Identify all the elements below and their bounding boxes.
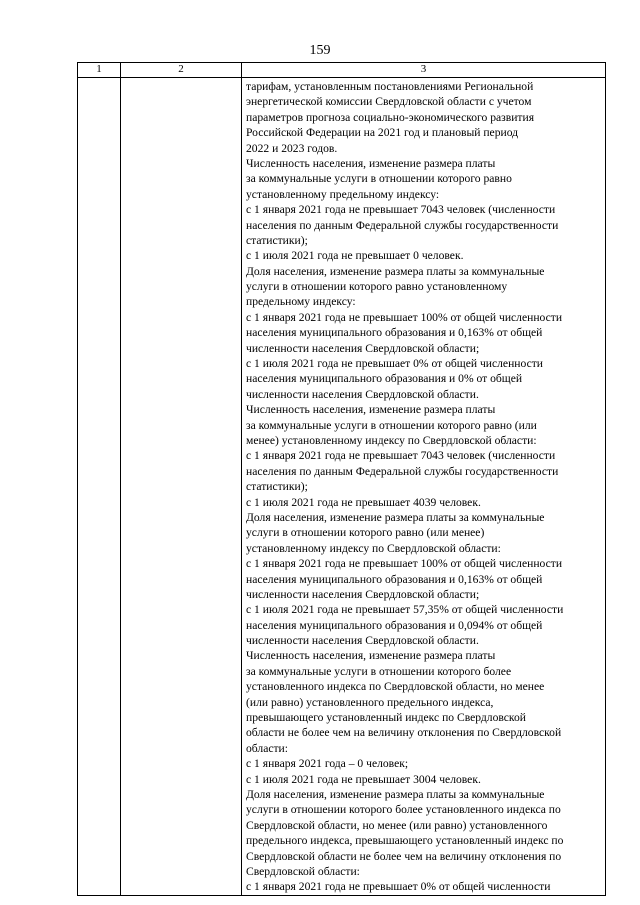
text-line: превышающего установленный индекс по Свердловской	[246, 711, 526, 725]
text-line: услуги в отношении которого более установленного индекса по	[246, 803, 561, 817]
text-line: численности населения Свердловской области.	[246, 634, 479, 648]
text-line: Свердловской области:	[246, 864, 360, 878]
text-line: населения муниципального образования и 0,163% от общей	[246, 572, 543, 586]
text-line: с 1 января 2021 года не превышает 7043 человек (численности	[246, 449, 556, 463]
text-line: Доля населения, изменение размера платы за коммунальные	[246, 510, 545, 524]
text-line: за коммунальные услуги в отношении которого более	[246, 664, 512, 678]
text-line: установленного индекса по Свердловской области, но менее	[246, 680, 545, 694]
text-line: предельному индексу:	[246, 295, 356, 309]
table-body-row	[78, 78, 606, 896]
text-line: услуги в отношении которого равно (или менее)	[246, 526, 485, 540]
text-line: с 1 января 2021 года не превышает 7043 человек (численности	[246, 203, 556, 217]
column-1-cell	[78, 78, 121, 896]
column-header-2: 2	[121, 63, 242, 78]
text-line: Российской Федерации на 2021 год и плановый период	[246, 126, 519, 140]
text-line: с 1 января 2021 года – 0 человек;	[246, 757, 409, 771]
text-line: населения муниципального образования и 0,094% от общей	[246, 618, 543, 632]
text-line: Численность населения, изменение размера платы	[246, 156, 496, 170]
text-line: установленному индексу по Свердловской области:	[246, 541, 501, 555]
column-3-cell	[242, 78, 606, 896]
text-line: установленному предельному индексу:	[246, 187, 440, 201]
text-line: с 1 июля 2021 года не превышает 0 человек.	[246, 249, 464, 263]
text-line: с 1 января 2021 года не превышает 100% от общей численности	[246, 557, 563, 571]
text-line: Доля населения, изменение размера платы за коммунальные	[246, 264, 545, 278]
text-line: Численность населения, изменение размера платы	[246, 403, 496, 417]
text-line: статистики);	[246, 233, 308, 247]
text-line: Численность населения, изменение размера платы	[246, 649, 496, 663]
text-line: с 1 января 2021 года не превышает 100% от общей численности	[246, 310, 563, 324]
text-line: населения муниципального образования и 0% от общей	[246, 372, 523, 386]
text-line: (или равно) установленного предельного индекса,	[246, 695, 494, 709]
text-line: численности населения Свердловской области.	[246, 387, 479, 401]
table-header-row	[78, 63, 606, 78]
text-line: населения муниципального образования и 0,163% от общей	[246, 326, 543, 340]
text-line: Доля населения, изменение размера платы за коммунальные	[246, 787, 545, 801]
text-line: 2022 и 2023 годов.	[246, 141, 338, 155]
text-line: с 1 июля 2021 года не превышает 3004 человек.	[246, 772, 481, 786]
text-line: менее) установленному индексу по Свердловской области:	[246, 433, 537, 447]
column-3-text	[246, 79, 602, 895]
text-line: энергетической комиссии Свердловской области с учетом	[246, 95, 532, 109]
text-line: Свердловской области не более чем на величину отклонения по	[246, 849, 562, 863]
text-line: статистики);	[246, 480, 308, 494]
document-table	[77, 62, 606, 896]
text-line: области не более чем на величину отклонения по Свердловской	[246, 726, 562, 740]
text-line: с 1 января 2021 года не превышает 0% от общей численности	[246, 880, 551, 894]
text-line: с 1 июля 2021 года не превышает 57,35% от общей численности	[246, 603, 564, 617]
text-line: численности населения Свердловской области;	[246, 587, 480, 601]
text-line: с 1 июля 2021 года не превышает 0% от общей численности	[246, 357, 543, 371]
text-line: услуги в отношении которого равно установленному	[246, 280, 508, 294]
text-line: за коммунальные услуги в отношении которого равно (или	[246, 418, 537, 432]
page-number: 159	[309, 43, 331, 58]
text-line: тарифам, установленным постановлениями Региональной	[246, 80, 534, 93]
text-line: за коммунальные услуги в отношении которого равно	[246, 172, 512, 186]
text-line: предельного индекса, превышающего установленный индекс по	[246, 834, 564, 848]
column-header-3: 3	[242, 63, 606, 78]
text-line: населения по данным Федеральной службы государственности	[246, 464, 559, 478]
column-2-cell	[121, 78, 242, 896]
text-line: населения по данным Федеральной службы государственности	[246, 218, 559, 232]
text-line: с 1 июля 2021 года не превышает 4039 человек.	[246, 495, 481, 509]
text-line: численности населения Свердловской области;	[246, 341, 480, 355]
text-line: области:	[246, 741, 288, 755]
text-line: параметров прогноза социально-экономического развития	[246, 110, 535, 124]
column-header-1: 1	[78, 63, 121, 78]
text-line: Свердловской области, но менее (или равно) установленного	[246, 818, 548, 832]
